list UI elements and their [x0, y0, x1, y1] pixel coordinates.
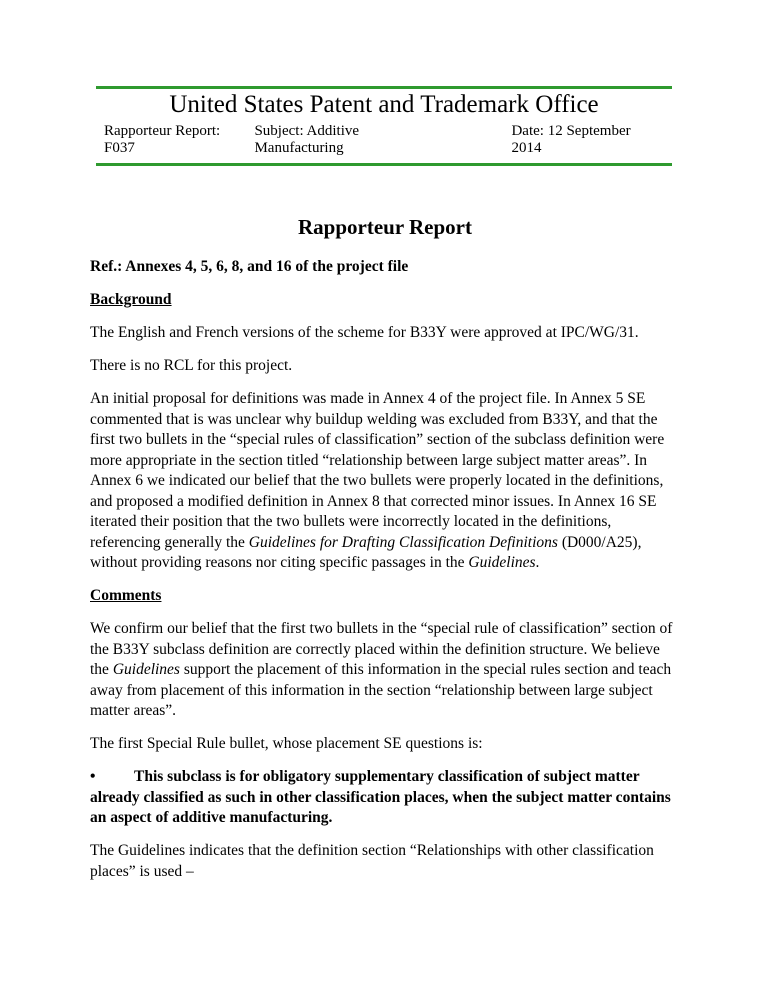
heading-comments: Comments [90, 587, 162, 605]
paragraph-confirm-belief [90, 619, 680, 722]
annex-history-period: . [535, 554, 540, 572]
confirm-belief-text-2: support the placement of this information in the special rules section and teach away from placement of this information in the section “relationship between large subject matter areas”. [90, 661, 672, 720]
bullet-marker: • [90, 768, 96, 786]
annex-history-text: An initial proposal for definitions was made in Annex 4 of the project file. In Annex 5 SE commented that is was unclear why buildup welding was excluded from B33Y, and that the first two bullets in the “special rules of classification” section of the subclass definition were more appropriate in the section titled “relationship between large subject matter areas”. In Annex 6 we indicated our belief that the two bullets were properly located in the definitions, and proposed a modified definition in Annex 8 that corrected minor issues. In Annex 16 SE iterated their position that the two bullets were incorrectly located in the definitions, referencing generally the [90, 390, 665, 551]
report-date: Date: 12 September 2014 [511, 123, 631, 156]
paragraph-no-rcl: There is no RCL for this project. [90, 357, 293, 375]
guidelines-title-italic: Guidelines for Drafting Classification Definitions [248, 533, 558, 551]
confirm-belief-text: We confirm our belief that the first two bullets in the “special rule of classification” section of the B33Y subclass definition are correctly placed within the definition structure. We believe the [90, 620, 673, 679]
guidelines-word-italic: Guidelines [468, 554, 536, 572]
header-meta [96, 122, 672, 163]
paragraph-first-special-rule: The first Special Rule bullet, whose placement SE questions is: [90, 735, 483, 753]
paragraph-guidelines-indicates: The Guidelines indicates that the definition section “Relationships with other classification places” is used – [90, 842, 654, 880]
report-subject: Subject: Additive Manufacturing [254, 123, 360, 156]
heading-background: Background [90, 291, 172, 309]
letterhead [0, 0, 768, 166]
paragraph-scheme-approved: The English and French versions of the scheme for B33Y were approved at IPC/WG/31. [90, 324, 639, 342]
report-number: Rapporteur Report: F037 [104, 123, 221, 156]
document-body [0, 215, 768, 882]
ref-line: Ref.: Annexes 4, 5, 6, 8, and 16 of the project file [90, 258, 409, 276]
guidelines-word-italic-2: Guidelines [112, 661, 180, 679]
paragraph-annex-history [90, 389, 680, 574]
bullet-text: This subclass is for obligatory supplementary classification of subject matter already classified as such in other classification places, when the subject matter contains an aspect of additive manufacturing. [90, 768, 671, 827]
org-title: United States Patent and Trademark Office [169, 91, 599, 118]
document-title: Rapporteur Report [297, 215, 472, 239]
header-rule-bottom [96, 163, 672, 166]
special-rule-bullet [90, 767, 680, 829]
annex-history-text-2: (D000/A25), without providing reasons nor citing specific passages in the [90, 533, 642, 572]
